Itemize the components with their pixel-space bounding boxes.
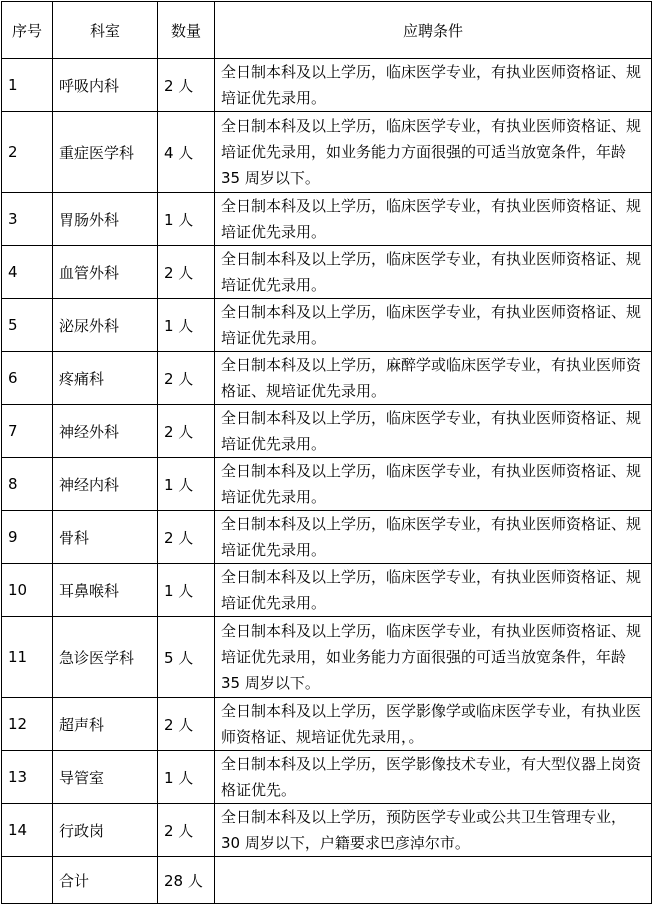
row-count: 1 人: [158, 193, 215, 246]
header-no: 序号: [2, 2, 53, 59]
table-row: [2, 193, 652, 246]
total-row: [2, 857, 652, 904]
table-row: [2, 352, 652, 405]
table-row: [2, 112, 652, 193]
row-requirements: 全日制本科及以上学历，临床医学专业，有执业医师资格证、规培证优先录用。: [215, 564, 652, 617]
header-requirements: 应聘条件: [215, 2, 652, 59]
row-dept: 重症医学科: [53, 112, 158, 193]
table-row: [2, 246, 652, 299]
row-count: 1 人: [158, 458, 215, 511]
header-dept: 科室: [53, 2, 158, 59]
row-count: 2 人: [158, 511, 215, 564]
row-requirements: 全日制本科及以上学历，临床医学专业，有执业医师资格证、规培证优先录用，如业务能力方面很强的可适当放宽条件，年龄 35 周岁以下。: [215, 617, 652, 698]
row-count: 2 人: [158, 59, 215, 112]
row-no: 4: [2, 246, 53, 299]
table-row: [2, 617, 652, 698]
row-requirements: 全日制本科及以上学历，临床医学专业，有执业医师资格证、规培证优先录用。: [215, 246, 652, 299]
row-dept: 导管室: [53, 751, 158, 804]
row-dept: 呼吸内科: [53, 59, 158, 112]
row-requirements: 全日制本科及以上学历，临床医学专业，有执业医师资格证、规培证优先录用，如业务能力方面很强的可适当放宽条件，年龄 35 周岁以下。: [215, 112, 652, 193]
table-row: [2, 458, 652, 511]
table-row: [2, 751, 652, 804]
total-label: 合计: [53, 857, 158, 904]
row-dept: 神经内科: [53, 458, 158, 511]
row-no: 10: [2, 564, 53, 617]
row-count: 1 人: [158, 564, 215, 617]
row-count: 1 人: [158, 299, 215, 352]
row-no: 3: [2, 193, 53, 246]
row-no: 8: [2, 458, 53, 511]
total-count: 28 人: [158, 857, 215, 904]
row-no: 5: [2, 299, 53, 352]
row-count: 2 人: [158, 804, 215, 857]
row-no: 7: [2, 405, 53, 458]
row-dept: 血管外科: [53, 246, 158, 299]
row-no: 11: [2, 617, 53, 698]
row-count: 5 人: [158, 617, 215, 698]
row-dept: 耳鼻喉科: [53, 564, 158, 617]
row-dept: 疼痛科: [53, 352, 158, 405]
header-row: [2, 2, 652, 59]
row-count: 1 人: [158, 751, 215, 804]
total-requirements: [215, 857, 652, 904]
row-no: 1: [2, 59, 53, 112]
row-count: 4 人: [158, 112, 215, 193]
row-requirements: 全日制本科及以上学历，预防医学专业或公共卫生管理专业，30 周岁以下，户籍要求巴彦淖尔市。: [215, 804, 652, 857]
row-requirements: 全日制本科及以上学历，麻醉学或临床医学专业，有执业医师资格证、规培证优先录用。: [215, 352, 652, 405]
row-dept: 行政岗: [53, 804, 158, 857]
table-row: [2, 405, 652, 458]
header-count: 数量: [158, 2, 215, 59]
row-requirements: 全日制本科及以上学历，临床医学专业，有执业医师资格证、规培证优先录用。: [215, 59, 652, 112]
total-no: [2, 857, 53, 904]
row-requirements: 全日制本科及以上学历，临床医学专业，有执业医师资格证、规培证优先录用。: [215, 511, 652, 564]
table-row: [2, 59, 652, 112]
table-row: [2, 564, 652, 617]
row-count: 2 人: [158, 352, 215, 405]
row-dept: 骨科: [53, 511, 158, 564]
row-dept: 急诊医学科: [53, 617, 158, 698]
table-row: [2, 804, 652, 857]
row-dept: 胃肠外科: [53, 193, 158, 246]
row-requirements: 全日制本科及以上学历，临床医学专业，有执业医师资格证、规培证优先录用。: [215, 405, 652, 458]
row-dept: 超声科: [53, 698, 158, 751]
row-no: 2: [2, 112, 53, 193]
row-count: 2 人: [158, 405, 215, 458]
row-dept: 神经外科: [53, 405, 158, 458]
row-no: 9: [2, 511, 53, 564]
row-requirements: 全日制本科及以上学历，临床医学专业，有执业医师资格证、规培证优先录用。: [215, 193, 652, 246]
row-requirements: 全日制本科及以上学历，医学影像学或临床医学专业，有执业医师资格证、规培证优先录用，。: [215, 698, 652, 751]
recruitment-table: [1, 1, 652, 904]
row-no: 13: [2, 751, 53, 804]
row-count: 2 人: [158, 246, 215, 299]
row-requirements: 全日制本科及以上学历，医学影像技术专业，有大型仪器上岗资格证优先。: [215, 751, 652, 804]
row-requirements: 全日制本科及以上学历，临床医学专业，有执业医师资格证、规培证优先录用。: [215, 299, 652, 352]
row-no: 14: [2, 804, 53, 857]
table-row: [2, 299, 652, 352]
row-no: 6: [2, 352, 53, 405]
row-no: 12: [2, 698, 53, 751]
row-dept: 泌尿外科: [53, 299, 158, 352]
row-count: 2 人: [158, 698, 215, 751]
row-requirements: 全日制本科及以上学历，临床医学专业，有执业医师资格证、规培证优先录用。: [215, 458, 652, 511]
table-row: [2, 698, 652, 751]
table-row: [2, 511, 652, 564]
